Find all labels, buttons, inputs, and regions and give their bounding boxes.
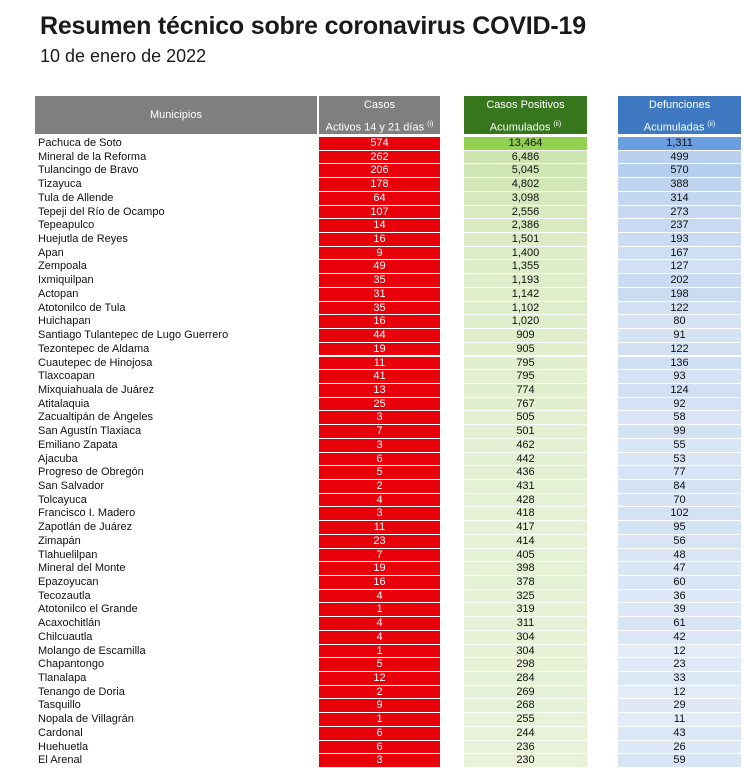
header-casos-note: (i) — [427, 121, 434, 128]
table-row — [0, 741, 744, 755]
table-row — [0, 302, 744, 316]
defunciones-cell: 167 — [618, 247, 741, 260]
casos-positivos-cell: 414 — [464, 535, 587, 548]
table-row — [0, 315, 744, 329]
table-row — [0, 398, 744, 412]
casos-positivos-cell: 905 — [464, 343, 587, 356]
municipio-cell: Tlanalapa — [38, 672, 87, 685]
municipio-cell: Huehuetla — [38, 740, 89, 753]
defunciones-cell: 122 — [618, 343, 741, 356]
table-row — [0, 233, 744, 247]
defunciones-cell: 499 — [618, 151, 741, 164]
defunciones-cell: 95 — [618, 521, 741, 534]
casos-positivos-cell: 1,501 — [464, 233, 587, 246]
casos-positivos-cell: 255 — [464, 713, 587, 726]
municipio-cell: Nopala de Villagrán — [38, 713, 134, 726]
casos-activos-cell: 9 — [319, 247, 440, 260]
municipio-cell: Actopan — [38, 287, 79, 300]
casos-positivos-cell: 774 — [464, 384, 587, 397]
municipios-table — [0, 137, 744, 768]
municipio-cell: Chilcuautla — [38, 630, 93, 643]
defunciones-cell: 84 — [618, 480, 741, 493]
municipio-cell: El Arenal — [38, 754, 83, 767]
table-row — [0, 206, 744, 220]
municipio-cell: Tolcayuca — [38, 493, 87, 506]
defunciones-cell: 198 — [618, 288, 741, 301]
table-row — [0, 645, 744, 659]
casos-positivos-cell: 436 — [464, 466, 587, 479]
casos-activos-cell: 178 — [319, 178, 440, 191]
casos-positivos-cell: 767 — [464, 398, 587, 411]
casos-positivos-cell: 304 — [464, 645, 587, 658]
casos-activos-cell: 4 — [319, 631, 440, 644]
casos-activos-cell: 31 — [319, 288, 440, 301]
casos-positivos-cell: 501 — [464, 425, 587, 438]
casos-activos-cell: 9 — [319, 699, 440, 712]
table-row — [0, 192, 744, 206]
casos-activos-cell: 3 — [319, 754, 440, 767]
table-row — [0, 603, 744, 617]
casos-activos-cell: 7 — [319, 425, 440, 438]
casos-positivos-cell: 269 — [464, 686, 587, 699]
casos-activos-cell: 6 — [319, 727, 440, 740]
table-row — [0, 178, 744, 192]
header-casos-line2 — [319, 115, 440, 138]
municipio-cell: San Salvador — [38, 479, 105, 492]
municipio-cell: Chapantongo — [38, 658, 105, 671]
header-casos-positivos — [464, 96, 587, 134]
casos-activos-cell: 3 — [319, 507, 440, 520]
defunciones-cell: 102 — [618, 507, 741, 520]
defunciones-cell: 33 — [618, 672, 741, 685]
casos-activos-cell: 6 — [319, 741, 440, 754]
municipio-cell: Mineral del Monte — [38, 562, 126, 575]
table-row — [0, 686, 744, 700]
casos-positivos-cell: 909 — [464, 329, 587, 342]
casos-positivos-cell: 428 — [464, 494, 587, 507]
defunciones-cell: 124 — [618, 384, 741, 397]
defunciones-cell: 56 — [618, 535, 741, 548]
casos-activos-cell: 19 — [319, 562, 440, 575]
municipio-cell: Pachuca de Soto — [38, 137, 122, 149]
municipio-cell: Santiago Tulantepec de Lugo Guerrero — [38, 329, 229, 342]
municipio-cell: Progreso de Obregón — [38, 466, 144, 479]
municipio-cell: Huichapan — [38, 315, 91, 328]
table-row — [0, 247, 744, 261]
municipio-cell: Cardonal — [38, 726, 83, 739]
casos-activos-cell: 1 — [319, 603, 440, 616]
casos-activos-cell: 25 — [319, 398, 440, 411]
table-row — [0, 329, 744, 343]
defunciones-cell: 570 — [618, 164, 741, 177]
casos-positivos-cell: 298 — [464, 658, 587, 671]
defunciones-cell: 136 — [618, 357, 741, 370]
casos-positivos-cell: 319 — [464, 603, 587, 616]
page-title: Resumen técnico sobre coronavirus COVID-19 — [40, 12, 586, 40]
header-defunciones-note: (ii) — [707, 121, 716, 128]
defunciones-cell: 237 — [618, 219, 741, 232]
municipio-cell: Zapotlán de Juárez — [38, 521, 133, 534]
table-row — [0, 466, 744, 480]
table-row — [0, 576, 744, 590]
casos-positivos-cell: 244 — [464, 727, 587, 740]
casos-activos-cell: 16 — [319, 233, 440, 246]
header-defunciones-line1: Defunciones — [648, 99, 711, 111]
casos-activos-cell: 13 — [319, 384, 440, 397]
casos-activos-cell: 3 — [319, 411, 440, 424]
defunciones-cell: 36 — [618, 590, 741, 603]
municipio-cell: Emiliano Zapata — [38, 438, 118, 451]
casos-activos-cell: 6 — [319, 453, 440, 466]
header-casos-line2-text: Activos 14 y 21 días — [325, 121, 425, 134]
defunciones-cell: 77 — [618, 466, 741, 479]
casos-activos-cell: 41 — [319, 370, 440, 383]
table-row — [0, 727, 744, 741]
casos-positivos-cell: 4,802 — [464, 178, 587, 191]
defunciones-cell: 12 — [618, 645, 741, 658]
casos-positivos-cell: 284 — [464, 672, 587, 685]
header-defunciones-line2 — [618, 115, 741, 138]
defunciones-cell: 26 — [618, 741, 741, 754]
casos-activos-cell: 262 — [319, 151, 440, 164]
defunciones-cell: 80 — [618, 315, 741, 328]
casos-positivos-cell: 398 — [464, 562, 587, 575]
table-row — [0, 164, 744, 178]
defunciones-cell: 93 — [618, 370, 741, 383]
defunciones-cell: 92 — [618, 398, 741, 411]
table-row — [0, 219, 744, 233]
casos-activos-cell: 4 — [319, 494, 440, 507]
casos-positivos-cell: 1,020 — [464, 315, 587, 328]
defunciones-cell: 12 — [618, 686, 741, 699]
table-row — [0, 439, 744, 453]
defunciones-cell: 43 — [618, 727, 741, 740]
table-row — [0, 699, 744, 713]
casos-activos-cell: 1 — [319, 713, 440, 726]
defunciones-cell: 61 — [618, 617, 741, 630]
table-row — [0, 754, 744, 768]
casos-positivos-cell: 1,193 — [464, 274, 587, 287]
casos-activos-cell: 35 — [319, 302, 440, 315]
casos-activos-cell: 2 — [319, 480, 440, 493]
casos-activos-cell: 16 — [319, 315, 440, 328]
table-row — [0, 672, 744, 686]
casos-activos-cell: 107 — [319, 206, 440, 219]
defunciones-cell: 55 — [618, 439, 741, 452]
municipio-cell: San Agustín Tlaxiaca — [38, 425, 142, 438]
casos-positivos-cell: 405 — [464, 549, 587, 562]
casos-positivos-cell: 268 — [464, 699, 587, 712]
header-municipios — [35, 96, 317, 134]
casos-positivos-cell: 462 — [464, 439, 587, 452]
table-row — [0, 713, 744, 727]
header-defunciones-line2-text: Acumuladas — [643, 121, 705, 134]
defunciones-cell: 193 — [618, 233, 741, 246]
header-positivos-line2 — [464, 115, 587, 138]
casos-positivos-cell: 417 — [464, 521, 587, 534]
casos-positivos-cell: 325 — [464, 590, 587, 603]
table-row — [0, 274, 744, 288]
casos-positivos-cell: 311 — [464, 617, 587, 630]
casos-activos-cell: 3 — [319, 439, 440, 452]
table-row — [0, 617, 744, 631]
header-casos-activos — [319, 96, 440, 134]
defunciones-cell: 202 — [618, 274, 741, 287]
casos-positivos-cell: 1,400 — [464, 247, 587, 260]
municipio-cell: Zacualtipán de Ángeles — [38, 411, 153, 424]
municipio-cell: Zempoala — [38, 260, 87, 273]
casos-positivos-cell: 1,142 — [464, 288, 587, 301]
casos-activos-cell: 64 — [319, 192, 440, 205]
defunciones-cell: 53 — [618, 453, 741, 466]
casos-positivos-cell: 442 — [464, 453, 587, 466]
municipio-cell: Tasquillo — [38, 699, 81, 712]
defunciones-cell: 39 — [618, 603, 741, 616]
defunciones-cell: 11 — [618, 713, 741, 726]
casos-positivos-cell: 6,486 — [464, 151, 587, 164]
casos-positivos-cell: 418 — [464, 507, 587, 520]
casos-positivos-cell: 1,102 — [464, 302, 587, 315]
municipio-cell: Tepeapulco — [38, 219, 95, 232]
defunciones-cell: 60 — [618, 576, 741, 589]
casos-activos-cell: 14 — [319, 219, 440, 232]
table-row — [0, 260, 744, 274]
casos-activos-cell: 5 — [319, 466, 440, 479]
municipio-cell: Tenango de Doria — [38, 685, 125, 698]
casos-positivos-cell: 13,464 — [464, 137, 587, 150]
municipio-cell: Tlaxcoapan — [38, 370, 95, 383]
casos-positivos-cell: 795 — [464, 370, 587, 383]
municipio-cell: Molango de Escamilla — [38, 644, 146, 657]
report-date: 10 de enero de 2022 — [40, 46, 207, 66]
municipio-cell: Francisco I. Madero — [38, 507, 136, 520]
casos-activos-cell: 4 — [319, 617, 440, 630]
table-row — [0, 535, 744, 549]
municipio-cell: Ixmiquilpan — [38, 274, 94, 287]
table-row — [0, 137, 744, 151]
municipio-cell: Tecozautla — [38, 589, 91, 602]
table-row — [0, 590, 744, 604]
casos-positivos-cell: 431 — [464, 480, 587, 493]
casos-activos-cell: 35 — [319, 274, 440, 287]
casos-positivos-cell: 2,556 — [464, 206, 587, 219]
table-row — [0, 521, 744, 535]
defunciones-cell: 388 — [618, 178, 741, 191]
casos-activos-cell: 1 — [319, 645, 440, 658]
casos-activos-cell: 19 — [319, 343, 440, 356]
defunciones-cell: 70 — [618, 494, 741, 507]
municipio-cell: Epazoyucan — [38, 576, 99, 588]
table-row — [0, 370, 744, 384]
casos-activos-cell: 12 — [319, 672, 440, 685]
table-row — [0, 631, 744, 645]
table-row — [0, 562, 744, 576]
defunciones-cell: 59 — [618, 754, 741, 767]
casos-positivos-cell: 1,355 — [464, 260, 587, 273]
header-municipios-label: Municipios — [150, 109, 202, 121]
defunciones-cell: 273 — [618, 206, 741, 219]
municipio-cell: Tezontepec de Aldama — [38, 342, 150, 355]
casos-activos-cell: 44 — [319, 329, 440, 342]
municipio-cell: Atitalaquia — [38, 397, 90, 410]
municipio-cell: Huejutla de Reyes — [38, 233, 128, 246]
table-row — [0, 343, 744, 357]
casos-positivos-cell: 5,045 — [464, 164, 587, 177]
casos-activos-cell: 4 — [319, 590, 440, 603]
municipio-cell: Zimapán — [38, 534, 81, 547]
defunciones-cell: 91 — [618, 329, 741, 342]
municipio-cell: Tulancingo de Bravo — [38, 164, 139, 177]
municipio-cell: Acaxochitlán — [38, 617, 101, 630]
municipio-cell: Tizayuca — [38, 178, 82, 191]
table-row — [0, 288, 744, 302]
header-positivos-line2-text: Acumulados — [489, 121, 551, 134]
table-row — [0, 507, 744, 521]
municipio-cell: Mixquiahuala de Juárez — [38, 383, 155, 396]
casos-positivos-cell: 505 — [464, 411, 587, 424]
casos-activos-cell: 7 — [319, 549, 440, 562]
casos-activos-cell: 574 — [319, 137, 440, 150]
casos-positivos-cell: 795 — [464, 357, 587, 370]
municipio-cell: Apan — [38, 246, 64, 259]
defunciones-cell: 122 — [618, 302, 741, 315]
municipio-cell: Cuautepec de Hinojosa — [38, 356, 153, 369]
table-row — [0, 357, 744, 371]
defunciones-cell: 42 — [618, 631, 741, 644]
defunciones-cell: 314 — [618, 192, 741, 205]
defunciones-cell: 58 — [618, 411, 741, 424]
municipio-cell: Tepeji del Río de Ocampo — [38, 205, 165, 218]
table-row — [0, 658, 744, 672]
casos-activos-cell: 11 — [319, 357, 440, 370]
casos-positivos-cell: 230 — [464, 754, 587, 767]
table-row — [0, 384, 744, 398]
defunciones-cell: 29 — [618, 699, 741, 712]
table-row — [0, 151, 744, 165]
header-positivos-note: (ii) — [553, 121, 562, 128]
defunciones-cell: 48 — [618, 549, 741, 562]
header-casos-line1: Casos — [363, 99, 396, 111]
defunciones-cell: 99 — [618, 425, 741, 438]
casos-activos-cell: 206 — [319, 164, 440, 177]
table-row — [0, 425, 744, 439]
table-row — [0, 494, 744, 508]
casos-activos-cell: 16 — [319, 576, 440, 589]
casos-activos-cell: 49 — [319, 260, 440, 273]
table-row — [0, 480, 744, 494]
defunciones-cell: 1,311 — [618, 137, 741, 150]
defunciones-cell: 47 — [618, 562, 741, 575]
municipio-cell: Ajacuba — [38, 452, 78, 465]
table-row — [0, 453, 744, 467]
table-row — [0, 411, 744, 425]
casos-positivos-cell: 304 — [464, 631, 587, 644]
municipio-cell: Tlahuelilpan — [38, 548, 98, 561]
table-row — [0, 549, 744, 563]
casos-positivos-cell: 378 — [464, 576, 587, 589]
municipio-cell: Tula de Allende — [38, 191, 114, 204]
defunciones-cell: 23 — [618, 658, 741, 671]
casos-positivos-cell: 2,386 — [464, 219, 587, 232]
municipio-cell: Mineral de la Reforma — [38, 150, 147, 163]
casos-activos-cell: 2 — [319, 686, 440, 699]
casos-activos-cell: 23 — [319, 535, 440, 548]
municipio-cell: Atotonilco de Tula — [38, 301, 126, 314]
defunciones-cell: 127 — [618, 260, 741, 273]
header-defunciones — [618, 96, 741, 134]
casos-activos-cell: 5 — [319, 658, 440, 671]
casos-positivos-cell: 3,098 — [464, 192, 587, 205]
casos-positivos-cell: 236 — [464, 741, 587, 754]
municipio-cell: Atotonilco el Grande — [38, 603, 138, 616]
casos-activos-cell: 11 — [319, 521, 440, 534]
header-positivos-line1: Casos Positivos — [486, 99, 565, 111]
